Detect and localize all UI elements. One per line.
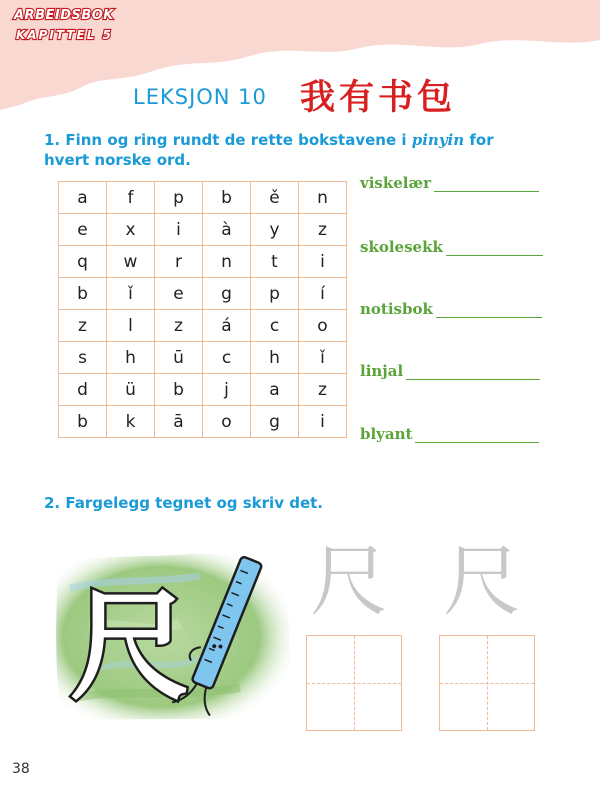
grid-cell[interactable]: h (107, 342, 155, 374)
grid-row (59, 278, 347, 310)
grid-cell[interactable]: p (251, 278, 299, 310)
grid-cell[interactable]: f (107, 182, 155, 214)
grid-cell[interactable]: c (203, 342, 251, 374)
grid-row (59, 374, 347, 406)
grid-cell[interactable]: ū (155, 342, 203, 374)
grid-cell[interactable]: b (59, 278, 107, 310)
chapter-label: KAPITTEL 5 (16, 28, 113, 42)
grid-cell[interactable]: k (107, 406, 155, 438)
grid-cell[interactable]: ü (107, 374, 155, 406)
grid-cell[interactable]: ā (155, 406, 203, 438)
word-answer-row (360, 300, 542, 318)
grid-cell[interactable]: ǐ (107, 278, 155, 310)
grid-cell[interactable]: l (107, 310, 155, 342)
grid-cell[interactable]: à (203, 214, 251, 246)
grid-row (59, 310, 347, 342)
grid-cell[interactable]: á (203, 310, 251, 342)
grid-row (59, 342, 347, 374)
word-label: viskelær (360, 174, 432, 192)
lesson-title: LEKSJON 10 (133, 85, 267, 109)
grid-cell[interactable]: b (59, 406, 107, 438)
workbook-label: ARBEIDSBOK (14, 8, 114, 23)
answer-line[interactable] (406, 365, 540, 380)
grid-cell[interactable]: o (203, 406, 251, 438)
character-illustration (50, 548, 295, 723)
task-2-instruction: 2. Fargelegg tegnet og skriv det. (44, 494, 323, 512)
word-label: notisbok (360, 300, 433, 318)
big-character: 尺 (70, 578, 190, 717)
grid-cell[interactable]: g (203, 278, 251, 310)
page-number: 38 (12, 761, 30, 777)
task-1-suffix: for hvert norske ord. (44, 131, 494, 169)
grid-cell[interactable]: o (299, 310, 347, 342)
task-1-prefix: 1. Finn og ring rundt de rette bokstavene i (44, 131, 412, 149)
grid-cell[interactable]: n (203, 246, 251, 278)
grid-row (59, 214, 347, 246)
word-answer-row (360, 238, 543, 256)
grid-cell[interactable]: d (59, 374, 107, 406)
grid-cell[interactable]: a (59, 182, 107, 214)
grid-cell[interactable]: i (299, 406, 347, 438)
grid-cell[interactable]: e (59, 214, 107, 246)
grid-cell[interactable]: i (155, 214, 203, 246)
grid-cell[interactable]: z (155, 310, 203, 342)
grid-cell[interactable]: x (107, 214, 155, 246)
answer-line[interactable] (446, 241, 543, 256)
grid-cell[interactable]: y (251, 214, 299, 246)
grid-cell[interactable]: p (155, 182, 203, 214)
grid-cell[interactable]: r (155, 246, 203, 278)
grid-cell[interactable]: n (299, 182, 347, 214)
answer-line[interactable] (415, 428, 539, 443)
grid-row (59, 246, 347, 278)
word-answer-row (360, 174, 539, 192)
lesson-chinese-title: 我有书包 (300, 78, 457, 118)
grid-cell[interactable]: t (251, 246, 299, 278)
word-label: linjal (360, 362, 404, 380)
grid-cell[interactable]: ě (251, 182, 299, 214)
grid-cell[interactable]: q (59, 246, 107, 278)
grid-cell[interactable]: b (155, 374, 203, 406)
word-answer-row (360, 362, 540, 380)
grid-cell[interactable]: h (251, 342, 299, 374)
grid-cell[interactable]: z (59, 310, 107, 342)
task-1-instruction (44, 130, 504, 170)
trace-character: 尺 (310, 537, 389, 627)
grid-cell[interactable]: b (203, 182, 251, 214)
task-1-pinyin: pinyin (411, 131, 465, 149)
answer-line[interactable] (434, 177, 539, 192)
grid-cell[interactable]: z (299, 374, 347, 406)
grid-row (59, 406, 347, 438)
grid-cell[interactable]: z (299, 214, 347, 246)
grid-cell[interactable]: i (299, 246, 347, 278)
grid-cell[interactable]: a (251, 374, 299, 406)
guide-line (307, 683, 401, 684)
letter-grid (58, 181, 347, 438)
grid-cell[interactable]: w (107, 246, 155, 278)
grid-cell[interactable]: c (251, 310, 299, 342)
grid-cell[interactable]: s (59, 342, 107, 374)
grid-row (59, 182, 347, 214)
answer-line[interactable] (436, 303, 542, 318)
guide-line (440, 683, 534, 684)
word-answer-row (360, 425, 539, 443)
grid-cell[interactable]: e (155, 278, 203, 310)
grid-cell[interactable]: j (203, 374, 251, 406)
writing-practice-box[interactable] (306, 635, 402, 731)
trace-character: 尺 (443, 537, 522, 627)
grid-cell[interactable]: í (299, 278, 347, 310)
grid-cell[interactable]: g (251, 406, 299, 438)
grid-cell[interactable]: ǐ (299, 342, 347, 374)
word-label: skolesekk (360, 238, 443, 256)
word-label: blyant (360, 425, 413, 443)
writing-practice-box[interactable] (439, 635, 535, 731)
